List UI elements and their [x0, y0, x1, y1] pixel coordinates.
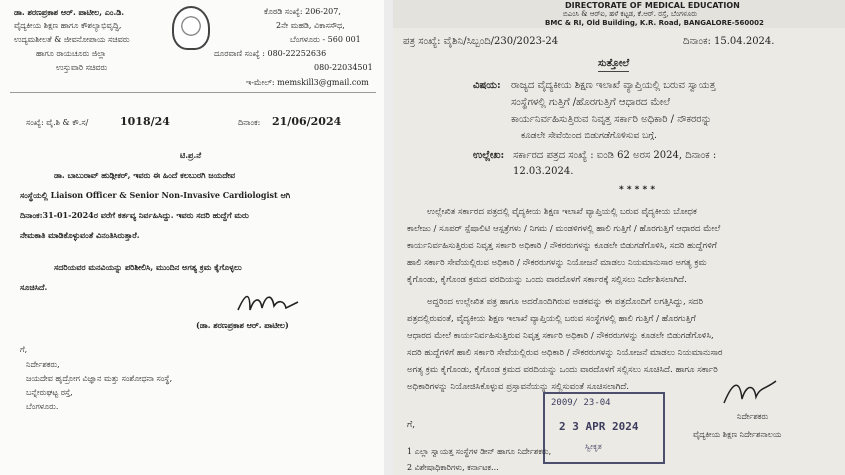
para1-line-4: ಹಾಲಿ ಸರ್ಕಾರಿ ಸೇವೆಯಲ್ಲಿರುವ ಅಧಿಕಾರಿ / ನೌಕರರುಗಳನ್ನು ನಿಯೋಜನೆ ಮಾಡಲು ನಿಯಮಾನುಸಾರ ಅಗತ್ಯ ಕ್ರಮ [407, 258, 707, 268]
subject-line-3: ಕಾರ್ಯನಿರ್ವಹಿಸುತ್ತಿರುವ ನಿವೃತ್ತ ಸರ್ಕಾರಿ ಅಧಿಕಾರಿ / ನೌಕರರನ್ನು [511, 114, 712, 125]
letterhead-title: DIRECTORATE OF MEDICAL EDUCATION [565, 1, 740, 10]
para1-line-3: ಕಾರ್ಯನಿರ್ವಹಿಸುತ್ತಿರುವ ನಿವೃತ್ತ ಸರ್ಕಾರಿ ಅಧಿಕಾರಿ / ನೌಕರರುಗಳನ್ನು ಕೂಡಲೇ ಬಿಡುಗಡೆಗೊಳಿಸಿ, ಸದರಿ ಹುದ್ದೆಗಳಿಗೆ [407, 241, 717, 251]
to-line-3: ಬನ್ನೇರುಘಟ್ಟ ರಸ್ತೆ, [26, 388, 73, 397]
stamp-date: 2 3 APR 2024 [559, 420, 639, 433]
sender-role-1: ವೈದ್ಯಕೀಯ ಶಿಕ್ಷಣ ಹಾಗೂ ಕೌಶಲ್ಯಾಭಿವೃದ್ಧಿ, [14, 21, 122, 30]
para2-line-2: ಪತ್ರದಲ್ಲಿರುವಂತೆ, ವೈದ್ಯಕೀಯ ಶಿಕ್ಷಣ ಇಲಾಖೆ ವ್ಯಾಪ್ತಿಯಲ್ಲಿ ಬರುವ ಸಂಸ್ಥೆಗಳಲ್ಲಿ ಹಾಲಿ ಗುತ್ತಿಗೆ / ಹೊರಗುತ್ತಿಗೆ [407, 314, 696, 324]
body-line-4: ನೇಮಕಾತಿ ಮಾಡಿಕೊಳ್ಳುವಂತೆ ವಿನಂತಿಸಿರುತ್ತಾರೆ. [20, 230, 140, 240]
subject-heading: ಟಿ.ಪ್ರ.ನೆ [180, 150, 202, 160]
left-letter [0, 0, 384, 475]
office-email: ಇ-ಮೇಲ್: memskill3@gmail.com [246, 78, 369, 87]
recipients-label: ಗೆ, [407, 420, 416, 430]
para2-line-1: ಅದ್ದರಿಂದ ಉಲ್ಲೇಖಿತ ಪತ್ರ ಹಾಗೂ ಅದರೊಂದಿಗಿರುವ ಅಡಕವನ್ನು ಈ ಪತ್ರದೊಂದಿಗೆ ಲಗತ್ತಿಸಿದ್ದು, ಸದರಿ [427, 297, 704, 307]
subject-line-2: ಸಂಸ್ಥೆಗಳಲ್ಲಿ ಗುತ್ತಿಗೆ /ಹೊರಗುತ್ತಿಗೆ ಆಧಾರದ ಮೇಲೆ [511, 97, 671, 108]
signatory-name: (ಡಾ. ಶರಣಪ್ರಕಾಶ ಆರ್. ಪಾಟೀಲ) [196, 320, 289, 330]
director-signature-icon [720, 375, 780, 409]
panel-divider [384, 0, 393, 475]
sender-name: ಡಾ. ಶರಣಪ್ರಕಾಶ ಆರ್. ಪಾಟೀಲ, ಎಂ.ಡಿ. [14, 7, 125, 17]
circular-heading: ಸುತ್ತೋಲೆ [598, 58, 629, 72]
recipient-line-1: 1 ಎಲ್ಲಾ ಸ್ವಾಯತ್ತ ಸಂಸ್ಥೆಗಳ ಡೀನ್ ಹಾಗೂ ನಿರ್ದೇಶಕರು, [407, 447, 552, 456]
para1-line-5: ಕೈಗೊಂಡು, ಕೈಗೊಂಡ ಕ್ರಮದ ವರದಿಯನ್ನು ಒಂದು ವಾರದೊಳಗೆ ಸರ್ಕಾರಕ್ಕೆ ಸಲ್ಲಿಸಲು ನಿರ್ದೇಶಿಸಲಾಗಿದೆ. [407, 275, 687, 285]
right-letter [393, 0, 845, 475]
ref-label: ಸಂಖ್ಯೆ: ವೈ.ಶಿ & ಕೌ.ಸ/ [26, 118, 89, 127]
recipient-line-2: 2 ವಿಶೇಷಾಧಿಕಾರಿಗಳು, ಕರ್ನಾಟಕ... [407, 463, 499, 472]
letterhead-address-kn: ಬಿಎಂಸಿ & ಆರ್‌ಐ, ಹಳೆ ಕಟ್ಟಡ, ಕೆ.ಆರ್. ರಸ್ತೆ, ಬೆಂಗಳೂರು [563, 10, 698, 18]
para2-line-4: ಸದರಿ ಹುದ್ದೆಗಳಿಗೆ ಹಾಲಿ ಸರ್ಕಾರಿ ಸೇವೆಯಲ್ಲಿರುವ ಅಧಿಕಾರಿ / ನೌಕರರುಗಳನ್ನು ನಿಯೋಜನೆ ಮಾಡಲು ನಿಯಮಾನುಸಾರ [407, 348, 723, 358]
subject-line-4: ಕೂಡಲೇ ಸೇವೆಯಿಂದ ಬಿಡುಗಡೆಗೊಳಿಸುವ ಬಗ್ಗೆ. [521, 131, 657, 141]
letterhead-address-en: BMC & RI, Old Building, K.R. Road, BANGALORE-560002 [545, 19, 764, 27]
ref-number: 1018/24 [120, 115, 170, 128]
para2-line-5: ಅಗತ್ಯ ಕ್ರಮ ಕೈಗೊಂಡು, ಕೈಗೊಂಡ ಕ್ರಮದ ವರದಿಯನ್ನು ಒಂದು ವಾರದೊಳಗೆ ಸಲ್ಲಿಸಲು ಸೂಚಿಸಿದೆ. ಹಾಗೂ ಸರ್ಕಾರಿ [407, 365, 718, 375]
inward-stamp [543, 392, 665, 464]
subject-label: ವಿಷಯ: [473, 80, 501, 91]
office-city: ಬೆಂಗಳೂರು - 560 001 [290, 35, 361, 44]
sender-role-4: ಉಸ್ತುವಾರಿ ಸಚಿವರು [56, 63, 108, 72]
reference-line-2: 12.03.2024. [513, 166, 574, 177]
to-label: ಗೆ, [20, 345, 28, 354]
letter-date: ದಿನಾಂಕ: 15.04.2024. [683, 36, 775, 47]
stamp-number: 2009/ 23-04 [551, 398, 611, 408]
letter-ref: ಪತ್ರ ಸಂಖ್ಯೆ: ವೈಶಿನಿ/ಸಿಬ್ಬಂದಿ/230/2023-24 [403, 36, 559, 47]
sender-role-3: ಹಾಗೂ ರಾಯಚೂರು ಜಿಲ್ಲಾ [36, 49, 107, 58]
para2-line-3: ಆಧಾರದ ಮೇಲೆ ಕಾರ್ಯನಿರ್ವಹಿಸುತ್ತಿರುವ ನಿವೃತ್ತ ಸರ್ಕಾರಿ ಅಧಿಕಾರಿ / ನೌಕರರುಗಳನ್ನು ಕೂಡಲೇ ಬಿಡುಗಡೆಗೊಳಿಸಿ, [407, 331, 714, 341]
header-divider [10, 92, 376, 93]
body-line-1: ಡಾ. ಬಾಬುರಾವ್ ಹುಡ್ಗೀಕರ್, ಇವರು ಈ ಹಿಂದೆ ಕಲಬುರಗಿ ಜಯದೇವ [54, 170, 236, 180]
office-floor: 2ನೇ ಮಹಡಿ, ವಿಕಾಸಸೌಧ, [276, 21, 345, 30]
subject-line-1: ರಾಜ್ಯದ ವೈದ್ಯಕೀಯ ಶಿಕ್ಷಣ ಇಲಾಖೆ ವ್ಯಾಪ್ತಿಯಲ್ಲಿ ಬರುವ ಸ್ವಾಯತ್ತ [511, 80, 716, 91]
office-phone: ದೂರವಾಣಿ ಸಂಖ್ಯೆ : 080-22252636 [214, 49, 327, 58]
office-room: ಕೊಠಡಿ ಸಂಖ್ಯೆ: 206-207, [264, 7, 341, 16]
signature-icon [236, 290, 300, 316]
to-line-2: ಜಯದೇವ ಹೃದ್ರೋಗ ವಿಜ್ಞಾನ ಮತ್ತು ಸಂಶೋಧನಾ ಸಂಸ್ಥೆ, [26, 374, 173, 383]
separator-stars: * * * * * [619, 185, 656, 195]
para1-line-2: ಕಾಲೇಜು / ಸೂಪರ್ ಸ್ಪೆಷಾಲಿಟಿ ಆಸ್ಪತ್ರೆಗಳು / ನಿಗಮ / ಮಂಡಳಿಗಳಲ್ಲಿ ಹಾಲಿ ಗುತ್ತಿಗೆ / ಹೊರಗುತ್ತಿಗೆ ಆಧಾರದ ಮೇಲೆ [407, 224, 721, 234]
to-line-4: ಬೆಂಗಳೂರು. [26, 402, 59, 411]
date-label: ದಿನಾಂಕ: [238, 118, 261, 127]
para2-line-6: ಅಧಿಕಾರಿಗಳನ್ನು ನಿಯೋಜಿಸಿಕೊಳ್ಳುವ ಪ್ರಸ್ತಾವನೆಯನ್ನು ಸಲ್ಲಿಸುವಂತೆ ಸೂಚಿಸಲಾಗಿದೆ. [407, 382, 630, 392]
reference-label: ಉಲ್ಲೇಖ: [473, 150, 505, 161]
para1-line-1: ಉಲ್ಲೇಖಿತ ಸರ್ಕಾರದ ಪತ್ರದಲ್ಲಿ ವೈದ್ಯಕೀಯ ಶಿಕ್ಷಣ ಇಲಾಖೆ ವ್ಯಾಪ್ತಿಯಲ್ಲಿ ಬರುವ ವೈದ್ಯಕೀಯ ಬೋಧಕ [427, 207, 697, 217]
office-phone-2: 080-22034501 [314, 63, 373, 72]
date-value: 21/06/2024 [272, 115, 342, 128]
body-line-5: ಸದರಿಯವರ ಮನವಿಯನ್ನು ಪರಿಶೀಲಿಸಿ, ಮುಂದಿನ ಅಗತ್ಯ ಕ್ರಮ ಕೈಗೊಳ್ಳಲು [54, 262, 242, 272]
body-line-6: ಸೂಚಿಸಿದೆ. [20, 282, 48, 292]
reference-line-1: ಸರ್ಕಾರದ ಪತ್ರದ ಸಂಖ್ಯೆ : ಐಂಡಿ 62 ಅರಸ 2024, ದಿನಾಂಕ : [513, 150, 717, 161]
body-line-2: ಸಂಸ್ಥೆಯಲ್ಲಿ Liaison Officer & Senior Non-Invasive Cardiologist ಆಗಿ [20, 190, 291, 200]
sender-role-2: ಉದ್ಯಮಶೀಲತೆ & ಜೀವನೋಪಾಯ ಸಚಿವರು [14, 35, 130, 44]
signer-office: ವೈದ್ಯಕೀಯ ಶಿಕ್ಷಣ ನಿರ್ದೇಶನಾಲಯ [693, 430, 782, 439]
body-line-3: ದಿನಾಂಕ:31-01-2024ರ ವರೆಗೆ ಕರ್ತವ್ಯ ನಿರ್ವಹಿಸಿದ್ದು. ಇವರು ಸದರಿ ಹುದ್ದೆಗೆ ಮರು [20, 210, 249, 220]
stamp-word: ಸ್ವೀಕೃತ [585, 442, 602, 451]
signer-title: ನಿರ್ದೇಶಕರು [737, 412, 769, 421]
government-seal-icon [172, 6, 210, 50]
to-line-1: ನಿರ್ದೇಶಕರು, [26, 360, 60, 369]
